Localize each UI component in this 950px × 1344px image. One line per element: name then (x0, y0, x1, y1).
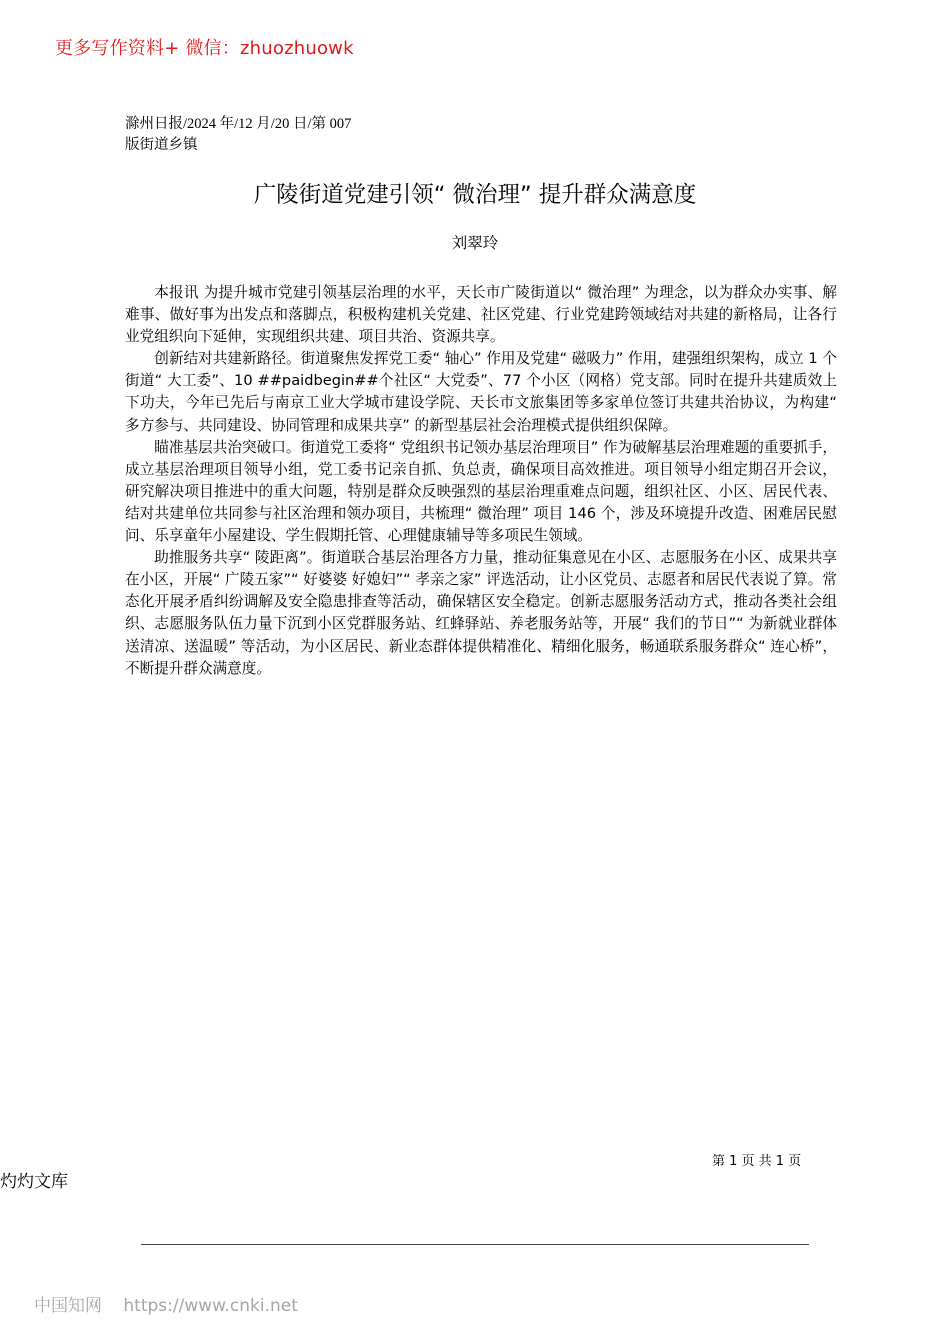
library-name: 灼灼文库 (0, 1172, 68, 1192)
footer-brand-name: 中国知网 (34, 1296, 102, 1316)
footer-brand (34, 1294, 298, 1318)
source-meta-line-2: 版街道乡镇 (125, 137, 198, 153)
article-paragraph: 本报讯 为提升城市党建引领基层治理的水平，天长市广陵街道以“ 微治理” 为理念，以为群众办实事、解难事、做好事为出发点和落脚点，积极构建机关党建、社区党建、行业党建跨领域结对共建的新格局，让各行业党组织向下延伸，实现组织共建、项目共治、资源共享。 (125, 284, 837, 346)
source-meta-line-1: 滁州日报/2024 年/12 月/20 日/第 007 (125, 116, 352, 132)
article-author: 刘翠玲 (451, 234, 499, 252)
article-paragraph: 创新结对共建新路径。街道聚焦发挥党工委“ 轴心” 作用及党建“ 磁吸力” 作用，建强组织架构，成立 1 个街道“ 大工委”、10 ##paidbegin##个社区“ 大党委”、77 个小区（网格）党支部。同时在提升共建质效上下功夫，今年已先后与南京工业大学城市建设学院、天长市文旅集团等多家单位签订共建共治协议，为构建“ 多方参与、共同建设、协同管理和成果共享” 的新型基层社会治理模式提供组织保障。 (125, 350, 837, 434)
page-number: 第 1 页 共 1 页 (712, 1154, 802, 1169)
article-paragraph: 助推服务共享“ 陵距离”。街道联合基层治理各方力量，推动征集意见在小区、志愿服务在小区、成果共享在小区，开展“ 广陵五家”“ 好婆婆 好媳妇”“ 孝亲之家” 评选活动，让小区党员、志愿者和居民代表说了算。常态化开展矛盾纠纷调解及安全隐患排查等活动，确保辖区安全稳定。创新志愿服务活动方式，推动各类社会组织、志愿服务队伍力量下沉到小区党群服务站、红蜂驿站、养老服务站等，开展“ 我们的节日”“ 为新就业群体送清凉、送温暖” 等活动，为小区居民、新业态群体提供精准化、精细化服务，畅通联系服务群众“ 连心桥”，不断提升群众满意度。 (125, 549, 837, 677)
article-paragraph: 瞄准基层共治突破口。街道党工委将“ 党组织书记领办基层治理项目” 作为破解基层治理难题的重要抓手，成立基层治理项目领导小组，党工委书记亲自抓、负总责，确保项目高效推进。项目领导小组定期召开会议，研究解决项目推进中的重大问题，特别是群众反映强烈的基层治理重难点问题，组织社区、小区、居民代表、结对共建单位共同参与社区治理和领办项目，共梳理“ 微治理” 项目 146 个，涉及环境提升改造、困难居民慰问、乐享童年小屋建设、学生假期托管、心理健康辅导等多项民生领域。 (125, 438, 837, 545)
footer-divider (141, 1244, 809, 1245)
watermark-contact: 更多写作资料+ 微信：zhuozhuowk (55, 38, 354, 59)
footer-url[interactable]: https://www.cnki.net (123, 1296, 298, 1316)
article-body (125, 282, 837, 680)
source-meta (125, 114, 405, 156)
article-title: 广陵街道党建引领“ 微治理” 提升群众满意度 (253, 182, 697, 208)
